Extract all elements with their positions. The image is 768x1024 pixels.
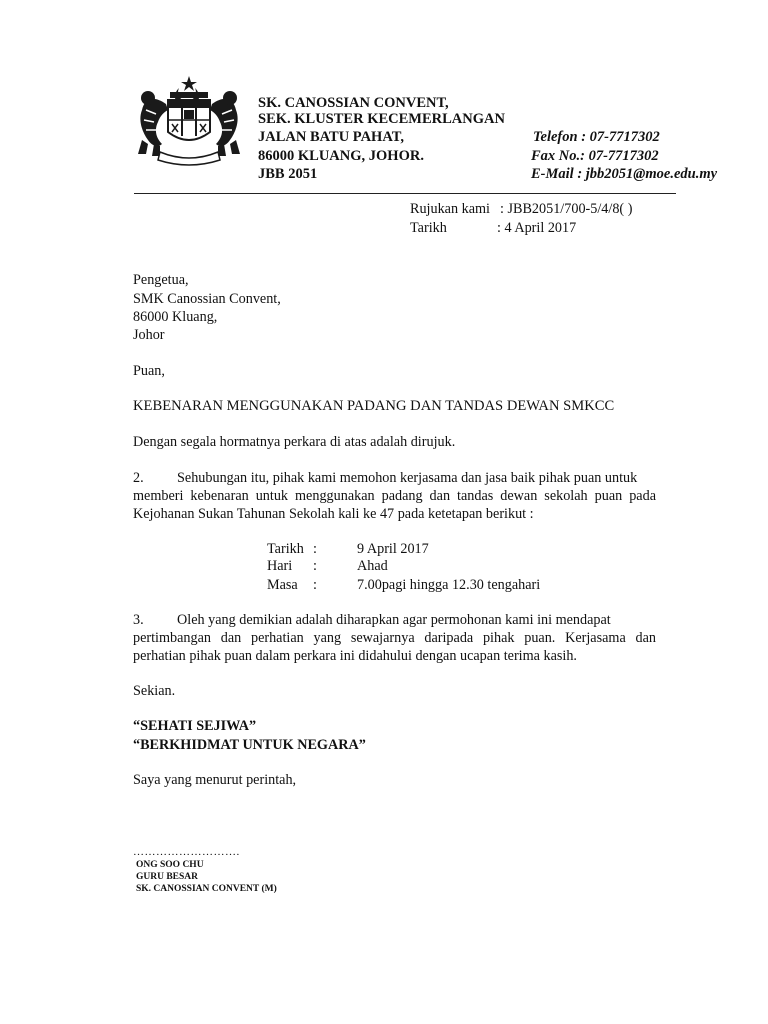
paragraph-2-line: Kejohanan Sukan Tahunan Sekolah kali ke 47 pada ketetapan berikut :: [133, 506, 534, 522]
paragraph-2-line: memberi kebenaran untuk menggunakan padang dan tandas dewan sekolah puan pada: [133, 488, 656, 504]
school-street: JALAN BATU PAHAT,: [258, 129, 404, 145]
recipient-line: Johor: [133, 327, 165, 343]
paragraph-2-line: Sehubungan itu, pihak kami memohon kerjasama dan jasa baik pihak puan untuk: [177, 470, 638, 486]
signatory-title: GURU BESAR: [136, 872, 199, 882]
detail-label: Masa: [267, 577, 298, 593]
header-divider: [134, 193, 676, 194]
motto-2: “BERKHIDMAT UNTUK NEGARA”: [133, 737, 366, 753]
email-address: E-Mail : jbb2051@moe.edu.my: [531, 166, 718, 182]
closing: Sekian.: [133, 683, 176, 699]
paragraph-2-number: 2.: [133, 470, 144, 486]
paragraph-3-number: 3.: [133, 612, 144, 628]
signatory-name: ONG SOO CHU: [136, 860, 204, 870]
telefon-number: Telefon : 07-7717302: [533, 129, 660, 145]
detail-colon: :: [313, 558, 317, 574]
tarikh-value: : 4 April 2017: [497, 220, 577, 236]
detail-colon: :: [313, 541, 317, 557]
paragraph-3-line: Oleh yang demikian adalah diharapkan agar permohonan kami ini mendapat: [177, 612, 611, 628]
paragraph-1: Dengan segala hormatnya perkara di atas adalah dirujuk.: [133, 434, 456, 450]
rujukan-label: Rujukan kami: [410, 201, 490, 217]
school-postcode-city: 86000 KLUANG, JOHOR.: [258, 148, 424, 164]
detail-value: 9 April 2017: [357, 541, 429, 557]
paragraph-3-line: pertimbangan dan perhatian yang sewajarnya daripada pihak puan. Kerjasama dan: [133, 630, 656, 646]
coat-of-arms-logo: [132, 74, 246, 168]
recipient-line: SMK Canossian Convent,: [133, 291, 281, 307]
subject-heading: KEBENARAN MENGGUNAKAN PADANG DAN TANDAS DEWAN SMKCC: [133, 398, 615, 414]
tarikh-label: Tarikh: [410, 220, 447, 236]
recipient-line: Pengetua,: [133, 272, 189, 288]
school-code: JBB 2051: [258, 166, 318, 182]
paragraph-3-line: perhatian pihak puan dalam perkara ini didahului dengan ucapan terima kasih.: [133, 648, 577, 664]
detail-label: Hari: [267, 558, 293, 574]
detail-colon: :: [313, 577, 317, 593]
sign-off: Saya yang menurut perintah,: [133, 772, 297, 788]
salutation: Puan,: [133, 363, 165, 379]
signatory-organization: SK. CANOSSIAN CONVENT (M): [136, 884, 277, 894]
school-name: SK. CANOSSIAN CONVENT,: [258, 95, 449, 111]
detail-value: Ahad: [357, 558, 388, 574]
school-cluster: SEK. KLUSTER KECEMERLANGAN: [258, 111, 505, 127]
recipient-line: 86000 Kluang,: [133, 309, 218, 325]
detail-label: Tarikh: [267, 541, 304, 557]
detail-value: 7.00pagi hingga 12.30 tengahari: [357, 577, 541, 593]
rujukan-value: : JBB2051/700-5/4/8( ): [500, 201, 633, 217]
motto-1: “SEHATI SEJIWA”: [133, 718, 257, 734]
fax-number: Fax No.: 07-7717302: [531, 148, 659, 164]
crest-icon: [132, 74, 246, 168]
signature-line: ……………………….: [133, 846, 240, 858]
